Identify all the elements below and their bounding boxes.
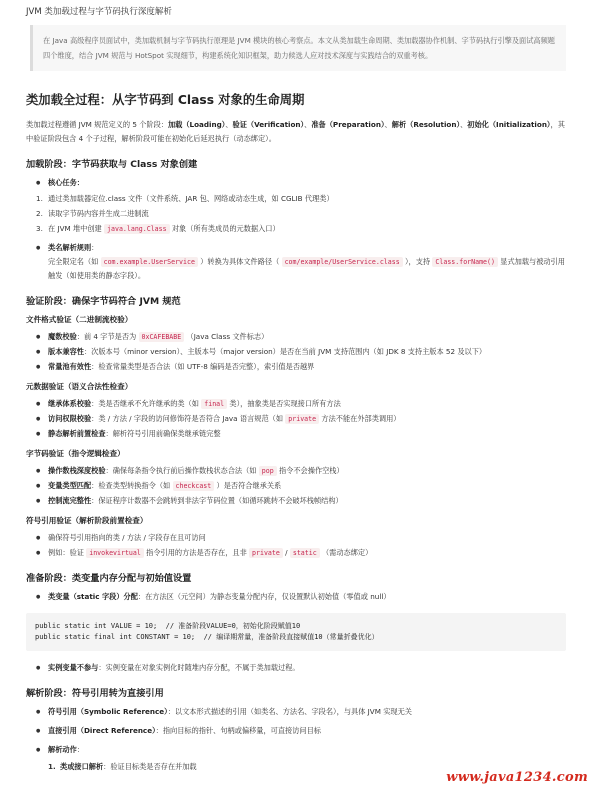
list-item: ● 继承体系校验：类是否继承不允许继承的类（如 final 类），抽象类是否实现接口所有方法 (48, 397, 566, 411)
loading-core-list (26, 176, 566, 190)
list-item: ● 版本兼容性：次版本号（minor version）、主版本号（major version）是否在当前 JVM 支持范围内（如 JDK 8 支持主版本 52 及以下） (48, 345, 566, 359)
list-item: ● 实例变量不参与：实例变量在对象实例化时随堆内存分配，不属于类加载过程。 (48, 661, 566, 675)
list-item: ● 直接引用（Direct Reference）：指向目标的指针、句柄或偏移量，可直接访问目标 (48, 724, 566, 738)
list-item: ● 静态解析前置检查：解析符号引用前确保类继承链完整 (48, 427, 566, 441)
list-item: ● 控制流完整性：保证程序计数器不会跳转到非法字节码位置（如循环跳转不会破坏栈帧结构） (48, 494, 566, 508)
code-block: public static int VALUE = 10; // 准备阶段VALUE=0，初始化阶段赋值10 public static final int CONSTANT = 10; // 编译期常量，准备阶段直接赋值10（常量折叠优化） (26, 613, 566, 651)
list-item: ● 魔数校验：前 4 字节是否为 0xCAFEBABE （Java Class 文件标志） (48, 330, 566, 344)
loading-steps (26, 192, 566, 236)
file-format-list (26, 330, 566, 374)
section-heading-class-loading: 类加载全过程：从字节码到 Class 对象的生命周期 (26, 93, 305, 107)
subheading-metadata: 元数据验证（语义合法性检查） (26, 382, 133, 391)
metadata-list (26, 397, 566, 441)
list-item: ● 常量池有效性：检查常量类型是否合法（如 UTF-8 编码是否完整），索引值是否越界 (48, 360, 566, 374)
list-item: ● 类名解析规则： 完全限定名（如 com.example.UserService ）转换为具体文件路径（ com/example/UserService.class ），支持 Class.forName() 显式加载与被动引用触发（如使用类的静态字段）。 (48, 241, 566, 283)
site-watermark: www.java1234.com (446, 770, 588, 785)
list-item: ● 核心任务： (48, 176, 566, 190)
subheading-symbolic-ref: 符号引用验证（解析阶段前置检查） (26, 516, 148, 525)
list-item: ● 例如：验证 invokevirtual 指令引用的方法是否存在，且非 private / static （需动态绑定） (48, 546, 566, 560)
list-item: 2. 读取字节码内容并生成二进制流 (36, 209, 149, 218)
list-item: ● 变量类型匹配：检查类型转换指令（如 checkcast ）是否符合继承关系 (48, 479, 566, 493)
abstract-quote: 在 Java 高级程序员面试中，类加载机制与字节码执行原理是 JVM 模块的核心考察点。本文从类加载生命周期、类加载器协作机制、字节码执行引擎及面试高频题四个维度，结合 JVM 规范与 HotSpot 实现细节，构建系统化知识框架，助力候选人应对技术深度与实践结合的双重考核。 (30, 25, 566, 71)
resolution-list (26, 705, 566, 757)
preparation-note-list (26, 661, 566, 675)
list-item: 1. 类或接口解析：验证目标类是否存在并加载 (48, 762, 197, 771)
list-item: 3. 在 JVM 堆中创建 java.lang.Class 对象（所有类成员的元数据入口） (36, 224, 280, 233)
symbolic-ref-list (26, 531, 566, 560)
class-loading-intro: 类加载过程遵循 JVM 规范定义的 5 个阶段：加载（Loading）、验证（Verification）、准备（Preparation）、解析（Resolution）、初始化（Initialization），其中验证阶段包含 4 个子过程，解析阶段可能在初始化后延迟执行（动态绑定）。 (26, 120, 565, 143)
list-item: 1. 通过类加载器定位.class 文件（文件系统、JAR 包、网络或动态生成，如 CGLIB 代理类） (36, 194, 334, 203)
list-item: ● 访问权限校验：类 / 方法 / 字段的访问修饰符是否符合 Java 语言规范（如 private 方法不能在外部类调用） (48, 412, 566, 426)
list-item: ● 确保符号引用指向的类 / 方法 / 字段存在且可访问 (48, 531, 566, 545)
section-heading-loading: 加载阶段：字节码获取与 Class 对象创建 (26, 159, 198, 170)
list-item: ● 符号引用（Symbolic Reference）：以文本形式描述的引用（如类名、方法名、字段名），与具体 JVM 实现无关 (48, 705, 566, 719)
subheading-file-format: 文件格式验证（二进制流校验） (26, 315, 133, 324)
list-item: ● 解析动作： (48, 743, 566, 757)
section-heading-resolution: 解析阶段：符号引用转为直接引用 (26, 688, 164, 699)
document-title: JVM 类加载过程与字节码执行深度解析 (26, 7, 172, 17)
list-item: ● 操作数栈深度校验：确保每条指令执行前后操作数栈状态合法（如 pop 指令不会操作空栈） (48, 464, 566, 478)
loading-rule-list (26, 241, 566, 283)
subheading-bytecode: 字节码验证（指令逻辑检查） (26, 449, 125, 458)
section-heading-preparation: 准备阶段：类变量内存分配与初始值设置 (26, 573, 192, 584)
list-item: ● 类变量（static 字段）分配：在方法区（元空间）为静态变量分配内存，仅设置默认初始值（零值或 null） (48, 590, 566, 604)
section-heading-verification: 验证阶段：确保字节码符合 JVM 规范 (26, 296, 181, 307)
bytecode-list (26, 464, 566, 508)
preparation-list (26, 590, 566, 604)
